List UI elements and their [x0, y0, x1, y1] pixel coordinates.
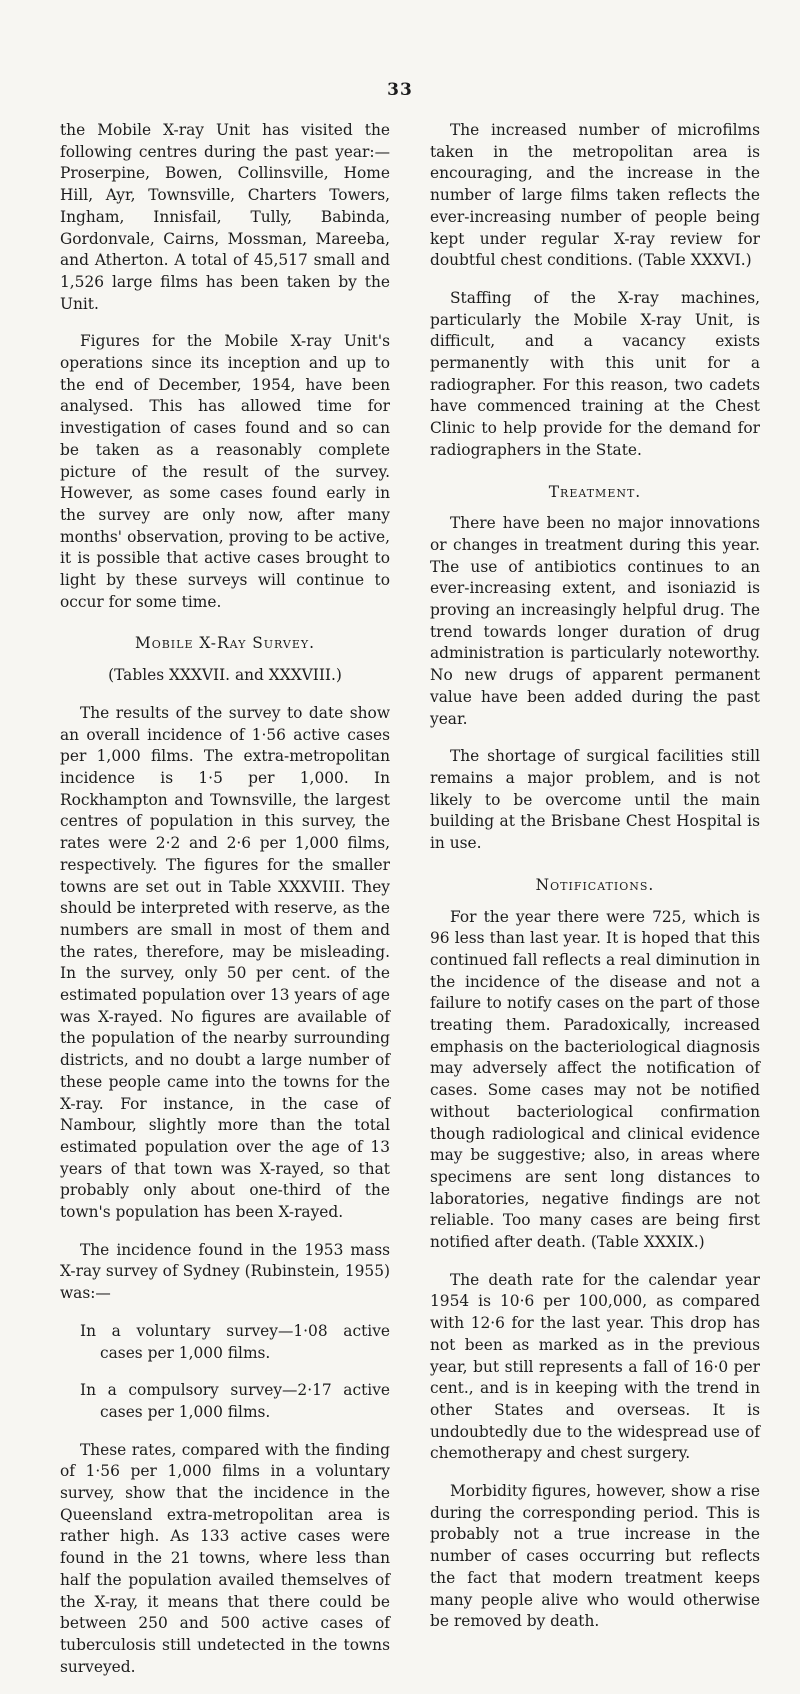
quoted-rate-compulsory: In a compulsory survey—2·17 active cases per 1,000 films.: [80, 1381, 390, 1421]
paragraph: The results of the survey to date show an overall incidence of 1·56 active cases per 1,000 films. The extra-metropolitan incidence is 1·5 per 1,000. In Rockhampton and Townsville, the largest centres of population in this survey, the rates were 2·2 and 2·6 per 1,000 films, respectively. The figures for the smaller towns are set out in Table XXXVIII. They should be interpreted with reserve, as the numbers are small in most of them and the rates, therefore, may be misleading. In the survey, only 50 per cent. of the estimated population over 13 years of age was X-rayed. No figures are available of the population of the nearby surrounding districts, and no doubt a large number of these people came into the towns for the X-ray. For instance, in the case of Nambour, slightly more than the total estimated population over the age of 13 years of that town was X-rayed, so that probably only about one-third of the town's population has been X-rayed.: [60, 703, 390, 1222]
section-heading-treatment: Treatment.: [548, 482, 642, 501]
paragraph: the Mobile X-ray Unit has visited the following centres during the past year:—Proserpine, Bowen, Collinsville, Home Hill, Ayr, Townsville, Charters Towers, Ingham, Innisfail, Tully, Babinda, Gordonvale, Cairns, Mossman, Mareeba, and Atherton. A total of 45,517 small and 1,526 large films has been taken by the Unit.: [60, 121, 390, 313]
paragraph: For the year there were 725, which is 96 less than last year. It is hoped that this continued fall reflects a real diminution in the incidence of the disease and not a failure to notify cases on the part of those treating them. Paradoxically, increased emphasis on the bacteriological diagnosis may adversely affect the notification of cases. Some cases may not be notified without bacteriological confirmation though radiological and clinical evidence may be suggestive; also, in areas where specimens are sent long distances to laboratories, negative findings are not reliable. Too many cases are being first notified after death. (Table XXXIX.): [430, 907, 760, 1252]
paragraph: Figures for the Mobile X-ray Unit's operations since its inception and up to the end of December, 1954, have been analysed. This has allowed time for investigation of cases found and so can be taken as a reasonably complete picture of the result of the survey. However, as some cases found early in the survey are only now, after many months' observation, proving to be active, it is possible that active cases brought to light by these surveys will continue to occur for some time.: [60, 332, 390, 611]
paragraph: The increased number of microfilms taken in the metropolitan area is encouraging, and the increase in the number of large films taken reflects the ever-increasing number of people being kept under regular X-ray review for doubtful chest conditions. (Table XXXVI.): [430, 121, 760, 270]
left-column: [60, 120, 390, 1694]
paragraph: Morbidity figures, however, show a rise during the corresponding period. This is probably not a true increase in the number of cases occurring but reflects the fact that modern treatment keeps many people alive who would otherwise be removed by death.: [430, 1482, 760, 1631]
paragraph: The shortage of surgical facilities still remains a major problem, and is not likely to be overcome until the main building at the Brisbane Chest Hospital is in use.: [430, 747, 760, 853]
paragraph: Staffing of the X-ray machines, particularly the Mobile X-ray Unit, is difficult, and a vacancy exists permanently with this unit for a radiographer. For this reason, two cadets have commenced training at the Chest Clinic to help provide for the demand for radiographers in the State.: [430, 288, 760, 459]
paragraph: The death rate for the calendar year 1954 is 10·6 per 100,000, as compared with 12·6 for the last year. This drop has not been as marked as in the previous year, but still represents a fall of 16·0 per cent., and is in keeping with the trend in other States and overseas. It is undoubtedly due to the widespread use of chemotherapy and chest surgery.: [430, 1270, 760, 1463]
paragraph: The incidence found in the 1953 mass X-ray survey of Sydney (Rubinstein, 1955) was:—: [60, 1240, 390, 1303]
section-heading-notifications: Notifications.: [535, 875, 655, 894]
paragraph: There have been no major innovations or changes in treatment during this year. The use of antibiotics continues to an ever-increasing extent, and isoniazid is proving an increasingly helpful drug. The trend towards longer duration of drug administration is particularly noteworthy. No new drugs of apparent permanent value have been added during the past year.: [430, 514, 760, 728]
paragraph: These rates, compared with the finding of 1·56 per 1,000 films in a voluntary survey, show that the incidence in the Queensland extra-metropolitan area is rather high. As 133 active cases were found in the 21 towns, where less than half the population availed themselves of the X-ray, it means that there could be between 250 and 500 active cases of tuberculosis still undetected in the towns surveyed.: [60, 1440, 390, 1676]
page-number: 33: [387, 80, 413, 100]
section-heading-mobile-xray-survey: Mobile X-Ray Survey.: [134, 634, 316, 653]
right-column: [430, 120, 760, 1649]
section-subheading: (Tables XXXVII. and XXXVIII.): [108, 666, 342, 685]
quoted-rate-voluntary: In a voluntary survey—1·08 active cases per 1,000 films.: [80, 1321, 390, 1362]
